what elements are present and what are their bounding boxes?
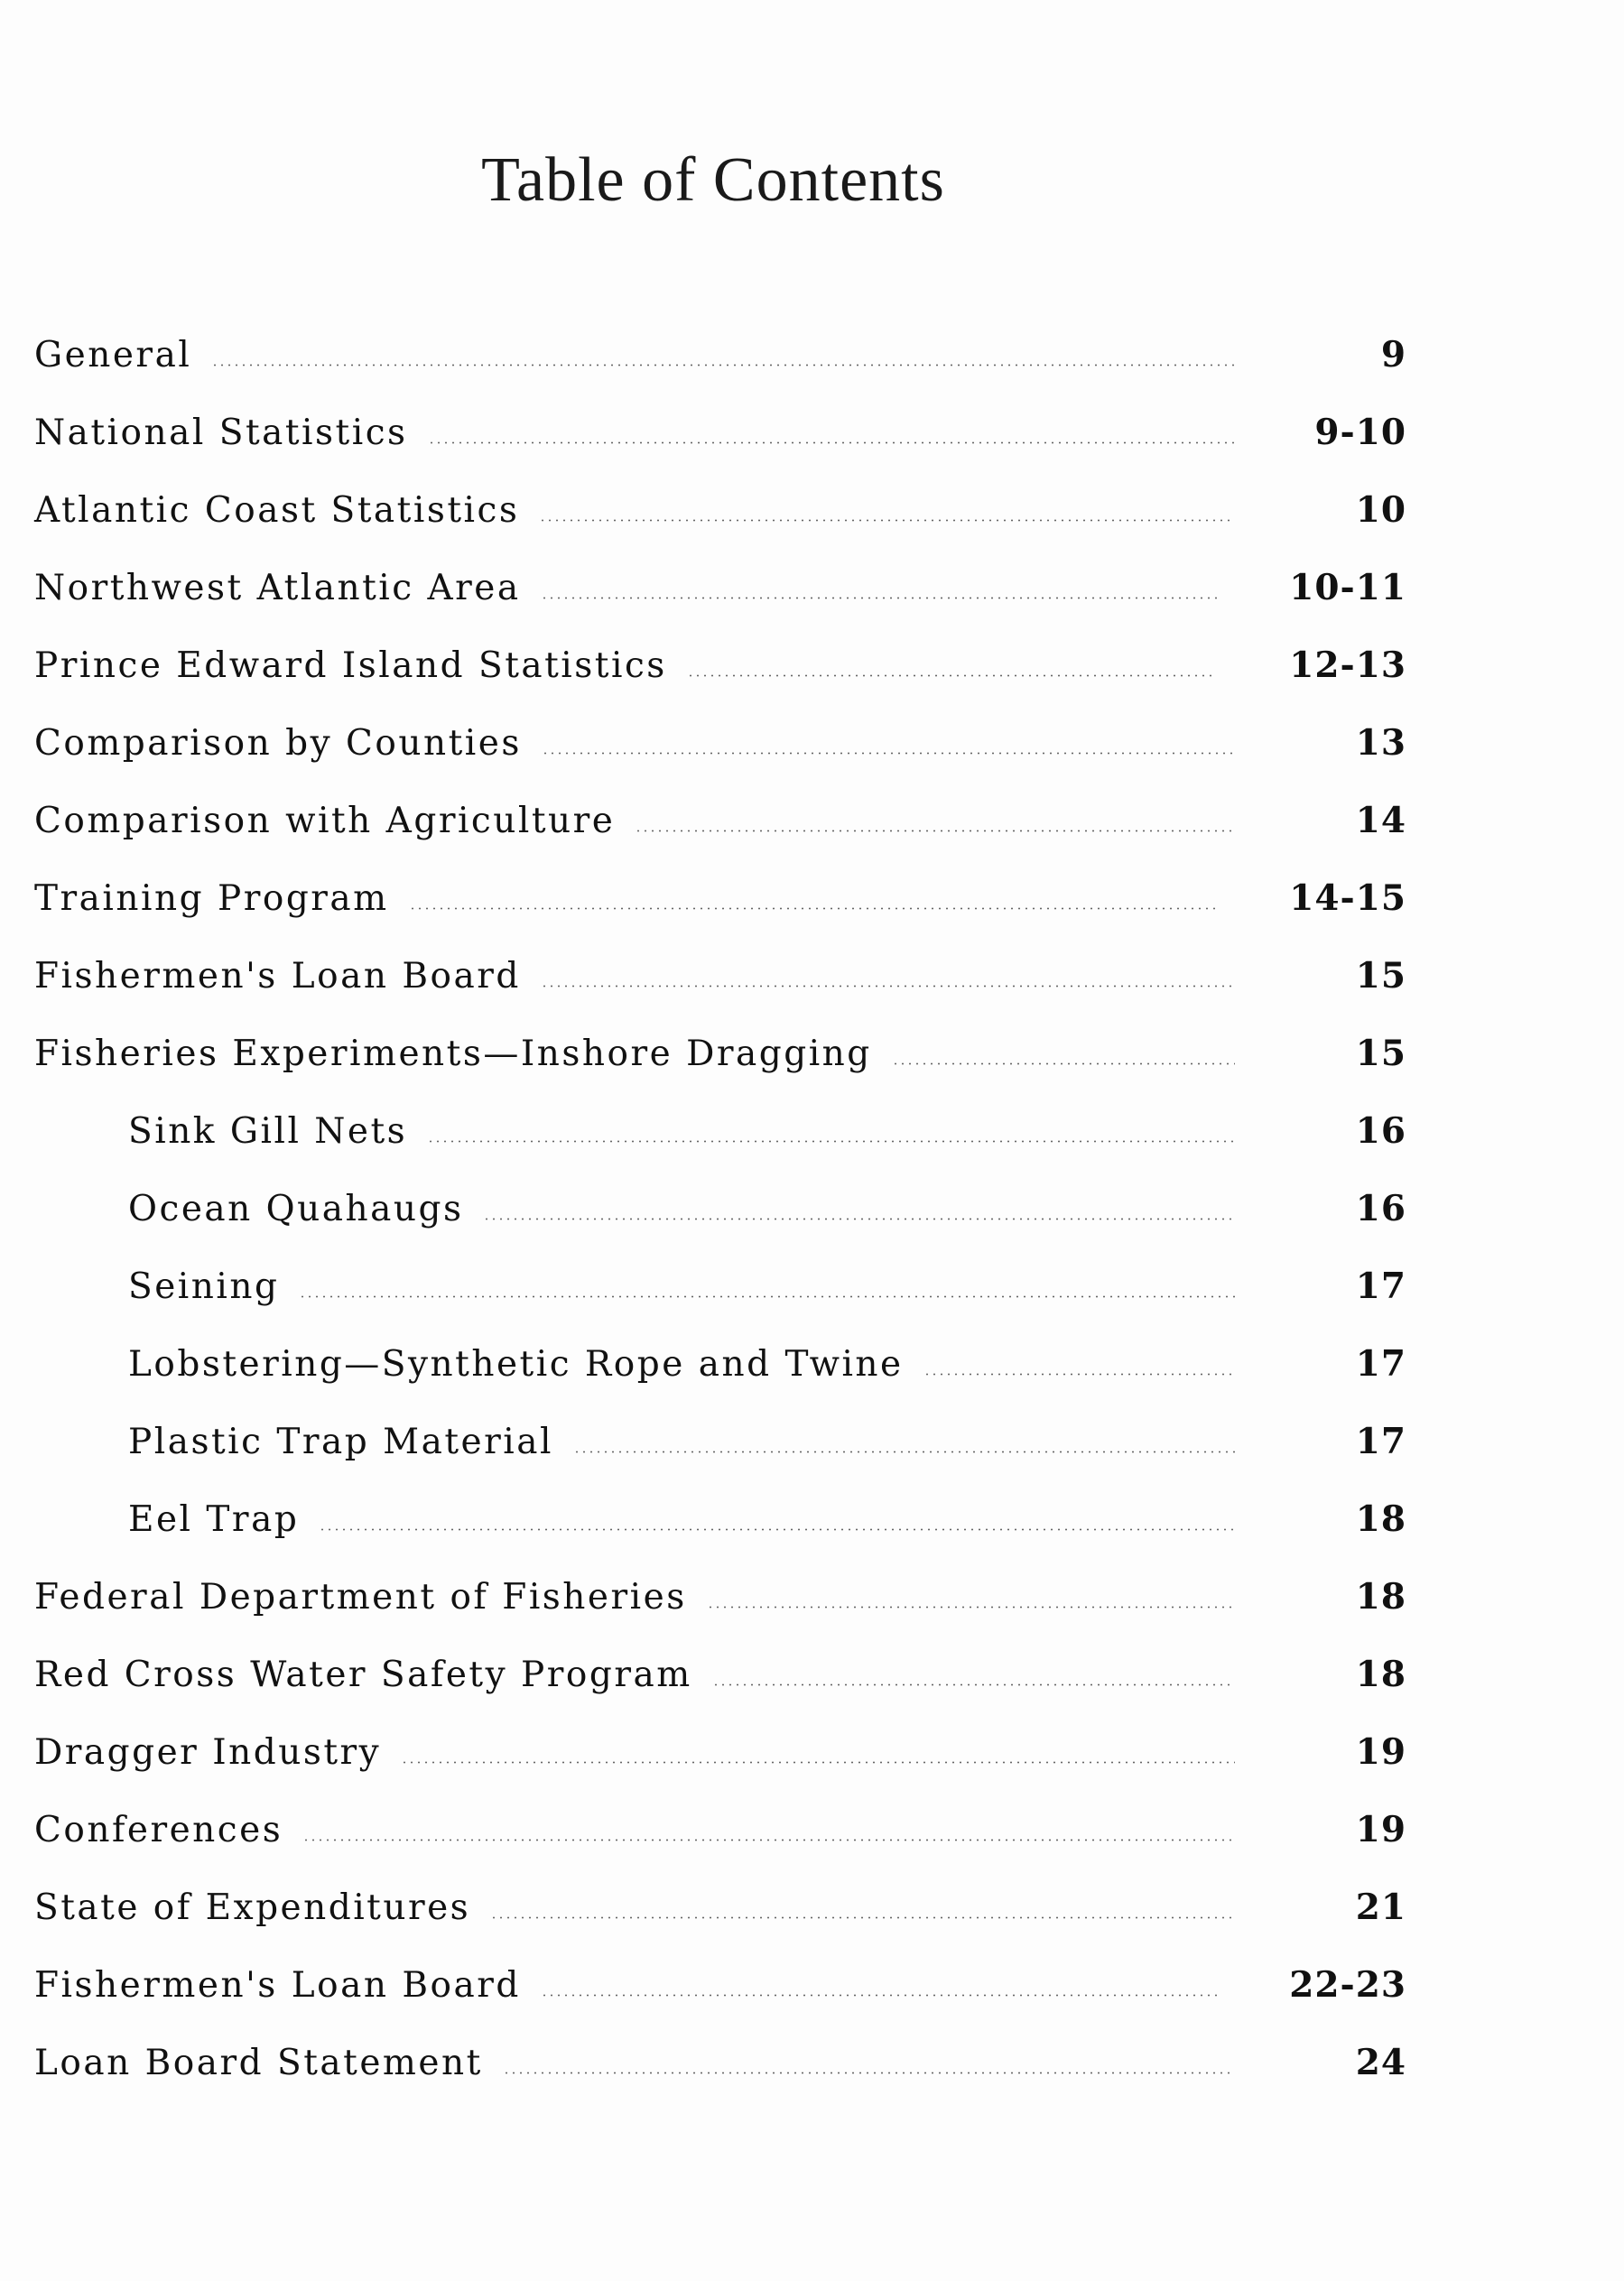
toc-entry-label: Training Program [34,877,389,919]
toc-subentry [34,1403,1406,1480]
dot-leader [539,519,1235,522]
toc-list [34,316,1406,2101]
toc-entry-label: Comparison with Agriculture [34,800,616,841]
toc-entry-page: 18 [1355,1576,1406,1618]
toc-entry-label: Northwest Atlantic Area [34,567,521,608]
toc-entry-page: 18 [1355,1498,1406,1540]
toc-entry-page: 16 [1355,1110,1406,1152]
toc-entry-page: 17 [1355,1421,1406,1462]
toc-entry-label: Fisheries Experiments—Inshore Dragging [34,1033,872,1074]
toc-entry-page: 10-11 [1289,567,1406,608]
dot-leader [707,1606,1235,1609]
toc-entry-label: Dragger Industry [34,1731,382,1773]
toc-entry [34,937,1406,1015]
toc-entry [34,471,1406,549]
toc-entry-label: Plastic Trap Material [128,1421,553,1462]
toc-entry [34,394,1406,471]
toc-entry-page: 9 [1380,334,1406,376]
toc-entry [34,1558,1406,1636]
toc-entry-page: 21 [1355,1887,1406,1928]
toc-entry-page: 15 [1355,955,1406,997]
dot-leader [427,1140,1235,1143]
toc-entry-label: Federal Department of Fisheries [34,1576,687,1618]
toc-entry [34,626,1406,704]
dot-leader [490,1916,1235,1919]
toc-entry-label: Sink Gill Nets [128,1110,408,1152]
page-title: Table of Contents [481,145,945,215]
toc-entry [34,1713,1406,1791]
toc-entry-page: 17 [1355,1343,1406,1385]
toc-entry-label: Comparison by Counties [34,722,522,764]
dot-leader [319,1528,1235,1531]
toc-entry-label: Lobstering—Synthetic Rope and Twine [128,1343,904,1385]
dot-leader [687,674,1217,677]
toc-entry [34,704,1406,782]
toc-subentry [34,1247,1406,1325]
dot-leader [302,1839,1235,1841]
toc-entry-page: 19 [1355,1809,1406,1850]
toc-entry [34,782,1406,859]
toc-entry-label: Fishermen's Loan Board [34,1964,521,2006]
toc-entry-page: 9-10 [1314,412,1406,453]
dot-leader [503,2072,1235,2074]
toc-entry-label: Fishermen's Loan Board [34,955,521,997]
dot-leader [483,1218,1235,1220]
dot-leader [573,1451,1235,1453]
toc-entry [34,316,1406,394]
toc-entry-page: 24 [1355,2042,1406,2083]
dot-leader [892,1062,1235,1065]
toc-entry-label: General [34,334,192,376]
toc-entry-label: Loan Board Statement [34,2042,483,2083]
toc-entry-page: 17 [1355,1266,1406,1307]
toc-entry [34,1946,1406,2024]
toc-subentry [34,1170,1406,1247]
dot-leader [299,1295,1235,1298]
dot-leader [428,441,1235,444]
toc-entry-label: Seining [128,1266,280,1307]
toc-entry-page: 10 [1355,489,1406,531]
toc-entry-page: 15 [1355,1033,1406,1074]
toc-entry-label: State of Expenditures [34,1887,471,1928]
dot-leader [541,597,1218,599]
dot-leader [409,907,1218,910]
toc-entry-page: 14 [1355,800,1406,841]
toc-entry-label: Atlantic Coast Statistics [34,489,520,531]
toc-entry [34,1015,1406,1092]
dot-leader [712,1683,1235,1686]
toc-entry-page: 13 [1355,722,1406,764]
toc-entry-label: Prince Edward Island Statistics [34,644,667,686]
toc-entry [34,1868,1406,1946]
toc-entry-page: 19 [1355,1731,1406,1773]
toc-entry-label: Eel Trap [128,1498,300,1540]
dot-leader [211,364,1235,366]
toc-entry-label: Ocean Quahaugs [128,1188,464,1229]
toc-entry-page: 16 [1355,1188,1406,1229]
toc-entry-page: 18 [1355,1654,1406,1695]
dot-leader [923,1373,1235,1376]
dot-leader [635,830,1235,832]
toc-entry-label: National Statistics [34,412,408,453]
toc-entry-label: Red Cross Water Safety Program [34,1654,692,1695]
dot-leader [542,752,1235,755]
toc-entry-page: 14-15 [1289,877,1406,919]
dot-leader [401,1761,1235,1764]
toc-subentry [34,1480,1406,1558]
toc-entry [34,1791,1406,1868]
dot-leader [541,1994,1217,1997]
toc-entry [34,1636,1406,1713]
toc-entry [34,549,1406,626]
toc-subentry [34,1092,1406,1170]
dot-leader [541,985,1235,988]
toc-subentry [34,1325,1406,1403]
toc-entry [34,2024,1406,2101]
toc-entry-page: 22-23 [1289,1964,1406,2006]
toc-entry-page: 12-13 [1289,644,1406,686]
toc-entry [34,859,1406,937]
toc-entry-label: Conferences [34,1809,283,1850]
